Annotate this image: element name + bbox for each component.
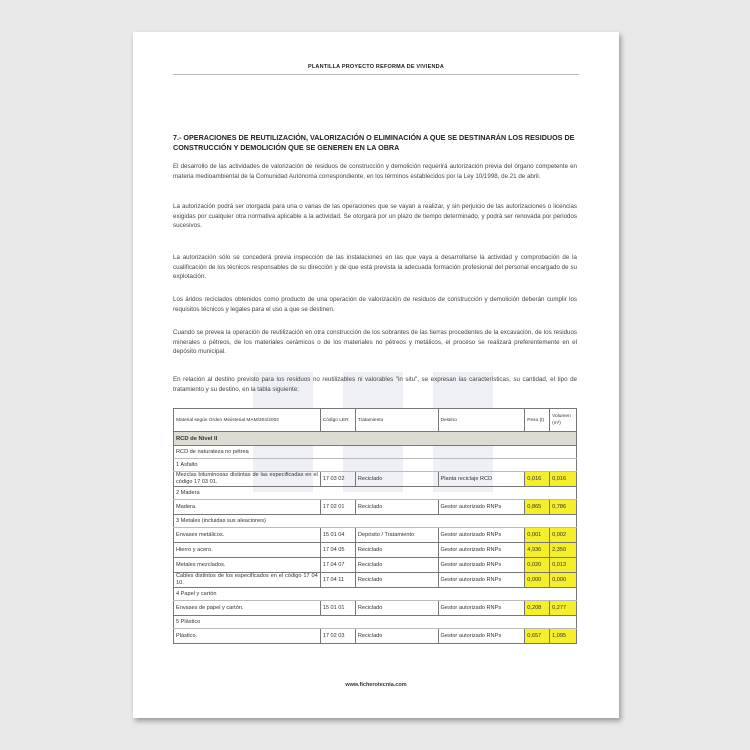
material-cell: Envases metálicos.: [174, 528, 321, 543]
footer-url[interactable]: www.ficherotecnia.com: [345, 682, 407, 688]
weight-cell: 0,865: [525, 500, 550, 515]
nature-label: RCD de naturaleza no pétrea: [174, 446, 577, 459]
code-cell: 17 03 02: [320, 472, 355, 487]
paragraph-6: En relación al destino previsto para los residuos no reutilizables ni valorables "in situ", se expresan las características, su cantidad, el tipo de tratamiento y su destino, en la tabla siguiente:: [173, 376, 577, 393]
volume-cell: 0,002: [550, 528, 577, 543]
treatment-cell: Reciclado: [355, 500, 438, 515]
paragraph-4: Los áridos reciclados obtenidos como producto de una operación de valorización de residuos de construcción y demolición deberán cumplir los requisitos técnicos y legales para el uso a que se destinen.: [173, 296, 577, 313]
volume-cell: 0,786: [550, 500, 577, 515]
destination-cell: Gestor autorizado RNPs: [438, 629, 525, 644]
volume-cell: 2,350: [550, 543, 577, 558]
table-row: [174, 500, 577, 515]
volume-cell: 0,000: [550, 573, 577, 588]
table-row: [174, 558, 577, 573]
col-header-code: Código LER: [320, 409, 355, 432]
table-row: [174, 543, 577, 558]
treatment-cell: Reciclado: [355, 629, 438, 644]
code-cell: 17 02 03: [320, 629, 355, 644]
col-header-destination: Destino: [438, 409, 525, 432]
volume-cell: 0,277: [550, 601, 577, 616]
table-header-row: [174, 409, 577, 432]
group-label: 4 Papel y cartón: [174, 588, 577, 601]
material-cell: Envases de papel y cartón.: [174, 601, 321, 616]
level-row: [174, 432, 577, 446]
destination-cell: Gestor autorizado RNPs: [438, 528, 525, 543]
code-cell: 17 04 05: [320, 543, 355, 558]
page-header: PLANTILLA PROYECTO REFORMA DE VIVIENDA: [307, 64, 445, 70]
material-cell: Madera.: [174, 500, 321, 515]
col-header-weight: Peso (t): [525, 409, 550, 432]
weight-cell: 0,001: [525, 528, 550, 543]
header-divider: [173, 74, 579, 75]
group-row: [174, 487, 577, 500]
material-cell: Hierro y acero.: [174, 543, 321, 558]
destination-cell: Gestor autorizado RNPs: [438, 558, 525, 573]
group-label: 2 Madera: [174, 487, 577, 500]
treatment-cell: Reciclado: [355, 601, 438, 616]
code-cell: 17 02 01: [320, 500, 355, 515]
group-row: [174, 588, 577, 601]
weight-cell: 4,936: [525, 543, 550, 558]
paragraph-3: La autorización sólo se concederá previa inspección de las instalaciones en las que vaya a desarrollarse la actividad y comprobación de la cualificación de los técnicos responsables de su dirección y de que está prevista la adecuada formación profesional del personal encargado de su explotación.: [173, 254, 577, 280]
paragraph-2: La autorización podrá ser otorgada para una o varias de las operaciones que se vayan a realizar, y sin perjuicio de las autorizaciones o licencias exigidas por cualquier otra normativa aplicable a la actividad. Se otorgará por un plazo de tiempo determinado, y podrá ser renovada por periodos sucesivos.: [173, 203, 577, 229]
volume-cell: 0,016: [550, 472, 577, 487]
group-row: [174, 459, 577, 472]
material-cell: Mezclas bituminosas distintas de las especificadas en el código 17 03 01.: [174, 472, 321, 487]
weight-cell: 0,000: [525, 573, 550, 588]
group-row: [174, 515, 577, 528]
treatment-cell: Reciclado: [355, 543, 438, 558]
col-header-treatment: Tratamiento: [355, 409, 438, 432]
treatment-cell: Reciclado: [355, 558, 438, 573]
paragraph-5: Cuando se prevea la operación de reutilización en otra construcción de los sobrantes de las tierras procedentes de la excavación, de los residuos minerales o pétreos, de los materiales cerámicos o de los materiales no pétreos y metálicos, el proceso se realizará preferentemente en el depósito municipal.: [173, 329, 577, 355]
code-cell: 15 01 04: [320, 528, 355, 543]
group-row: [174, 616, 577, 629]
table-row: [174, 601, 577, 616]
waste-table: [173, 408, 577, 644]
group-label: 5 Plástico: [174, 616, 577, 629]
table-row: [174, 472, 577, 487]
material-cell: Cables distintos de los especificados en el código 17 04 10.: [174, 573, 321, 588]
group-label: 1 Asfalto: [174, 459, 577, 472]
treatment-cell: Reciclado: [355, 472, 438, 487]
weight-cell: 0,016: [525, 472, 550, 487]
weight-cell: 0,208: [525, 601, 550, 616]
material-cell: Metales mezclados.: [174, 558, 321, 573]
material-cell: Plástico.: [174, 629, 321, 644]
weight-cell: 0,020: [525, 558, 550, 573]
col-header-material: Material según Orden Ministerial MAM/304/2002: [174, 409, 321, 432]
code-cell: 17 04 11: [320, 573, 355, 588]
weight-cell: 0,657: [525, 629, 550, 644]
destination-cell: Gestor autorizado RNPs: [438, 573, 525, 588]
paragraph-1: El desarrollo de las actividades de valorización de residuos de construcción y demolición requerirá autorización previa del órgano competente en materia medioambiental de la Comunidad Autónoma correspondiente, en los términos establecidos por la Ley 10/1998, de 21 de abril.: [173, 163, 577, 180]
volume-cell: 1,095: [550, 629, 577, 644]
document-page: [133, 32, 619, 718]
nature-row: [174, 446, 577, 459]
table-row: [174, 629, 577, 644]
table-row: [174, 573, 577, 588]
table-row: [174, 528, 577, 543]
code-cell: 15 01 01: [320, 601, 355, 616]
code-cell: 17 04 07: [320, 558, 355, 573]
destination-cell: Gestor autorizado RNPs: [438, 601, 525, 616]
destination-cell: Planta reciclaje RCD: [438, 472, 525, 487]
level-label: RCD de Nivel II: [174, 432, 577, 446]
col-header-volume: Volumen (m³): [550, 409, 577, 432]
destination-cell: Gestor autorizado RNPs: [438, 500, 525, 515]
treatment-cell: Depósito / Tratamiento: [355, 528, 438, 543]
destination-cell: Gestor autorizado RNPs: [438, 543, 525, 558]
group-label: 3 Metales (incluidas sus aleaciones): [174, 515, 577, 528]
treatment-cell: Reciclado: [355, 573, 438, 588]
volume-cell: 0,013: [550, 558, 577, 573]
section-title: 7.- OPERACIONES DE REUTILIZACIÓN, VALORIZACIÓN O ELIMINACIÓN A QUE SE DESTINARÁN LOS RESIDUOS DE CONSTRUCCIÓN Y DEMOLICIÓN QUE SE GENEREN EN LA OBRA: [173, 133, 575, 152]
